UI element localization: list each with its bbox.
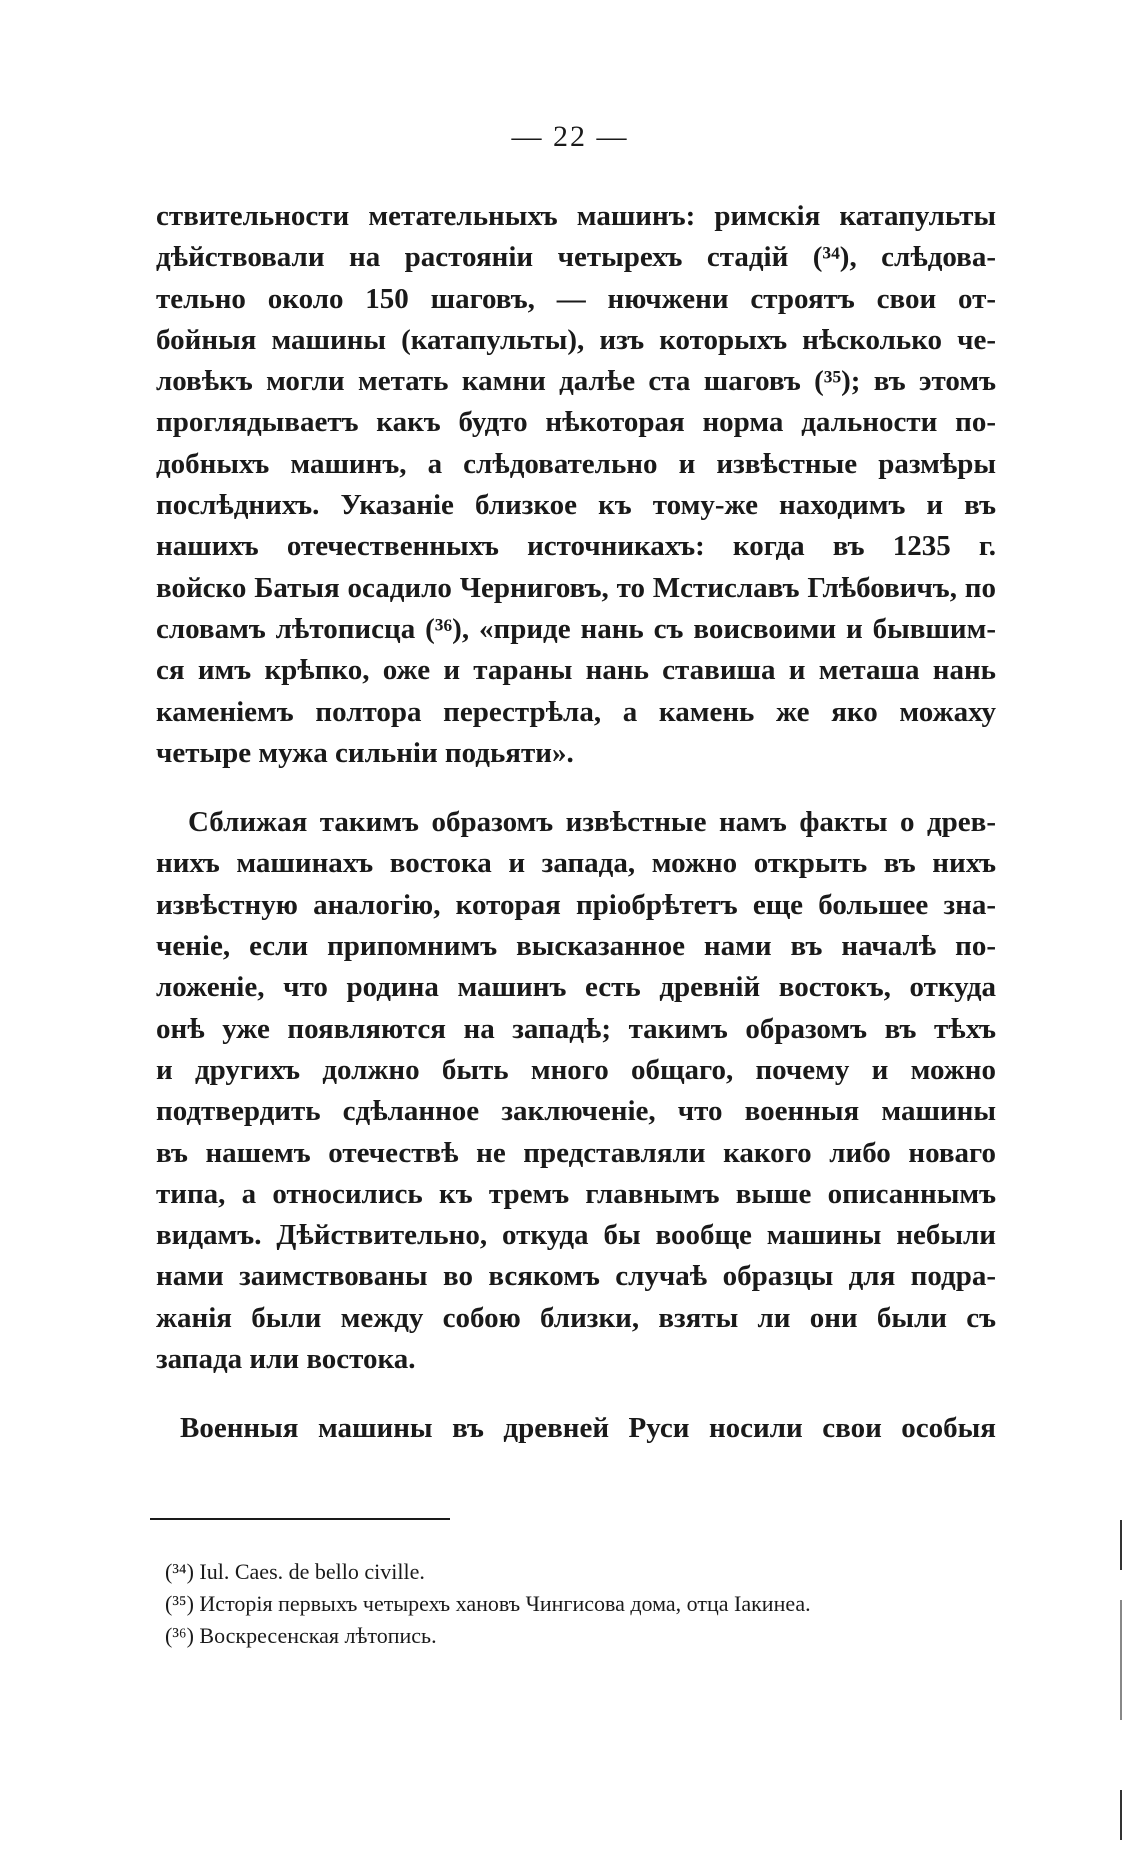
text-line: проглядываетъ какъ будто нѣкоторая норма дальности по-	[156, 406, 996, 439]
footnotes	[165, 1556, 811, 1652]
text-line: подтвердить сдѣланное заключеніе, что военныя машины	[156, 1095, 996, 1128]
footnote-35	[165, 1588, 811, 1620]
page-number: — 22 —	[511, 120, 629, 153]
footnote-36	[165, 1620, 811, 1652]
text-line: жанія были между собою близки, взяты ли они были съ	[156, 1301, 996, 1334]
paragraph-2	[156, 802, 996, 1380]
scan-edge-mark	[1120, 1600, 1122, 1720]
text-line: онѣ уже появляются на западѣ; такимъ образомъ въ тѣхъ	[156, 1012, 996, 1045]
text-line: каменіемъ полтора перестрѣла, а камень же яко можаху	[156, 695, 996, 728]
text-line: бойныя машины (катапульты), изъ которыхъ нѣсколько че-	[156, 323, 996, 356]
text-line: ложеніе, что родина машинъ есть древній востокъ, откуда	[156, 971, 996, 1004]
text-line: ченіе, если припомнимъ высказанное нами въ началѣ по-	[156, 930, 996, 963]
text-line: нами заимствованы во всякомъ случаѣ образцы для подра-	[156, 1260, 996, 1293]
body-text	[156, 196, 996, 1450]
text-line: Военныя машины въ древней Руси носили свои особыя	[180, 1412, 996, 1445]
text-line: ловѣкъ могли метать камни далѣе ста шаговъ (³⁵); въ этомъ	[156, 365, 996, 398]
text-line: ся имъ крѣпко, оже и тараны нань ставиша и меташа нань	[156, 654, 996, 687]
paragraph-3	[156, 1408, 996, 1449]
text-line: ствительности метательныхъ машинъ: римскія катапульты	[156, 200, 996, 232]
footnote-marker: (³⁶)	[165, 1623, 194, 1648]
footnote-separator	[150, 1518, 450, 1520]
scan-edge-mark	[1120, 1790, 1122, 1840]
text-line: послѣднихъ. Указаніе близкое къ тому-же находимъ и въ	[156, 489, 996, 522]
footnote-text: Воскресенская лѣтопись.	[199, 1623, 437, 1648]
footnote-text: Исторія первыхъ четырехъ хановъ Чингисова дома, отца Іакинеа.	[199, 1591, 811, 1616]
text-line: Сближая такимъ образомъ извѣстные намъ факты о древ-	[188, 806, 996, 839]
text-line: и другихъ должно быть много общаго, почему и можно	[156, 1053, 996, 1086]
footnote-34	[165, 1556, 811, 1588]
text-line: четыре мужа сильніи подьяти».	[156, 736, 574, 769]
text-line: тельно около 150 шаговъ, — нючжени строятъ свои от-	[156, 282, 996, 315]
footnote-marker: (³⁵)	[165, 1591, 194, 1616]
text-line: словамъ лѣтописца (³⁶), «приде нань съ воисвоими и бывшим-	[156, 612, 996, 645]
text-line: въ нашемъ отечествѣ не представляли какого либо новаго	[156, 1136, 996, 1169]
text-line: дѣйствовали на растояніи четырехъ стадій (³⁴), слѣдова-	[156, 241, 996, 274]
text-line: типа, а относились къ тремъ главнымъ выше описаннымъ	[156, 1177, 996, 1210]
text-line: войско Батыя осадило Черниговъ, то Мстиславъ Глѣбовичъ, по	[156, 571, 996, 604]
text-line: запада или востока.	[156, 1343, 416, 1376]
text-line: добныхъ машинъ, а слѣдовательно и извѣстные размѣры	[156, 447, 996, 480]
text-line: нашихъ отечественныхъ источникахъ: когда въ 1235 г.	[156, 530, 996, 563]
paragraph-1	[156, 196, 996, 774]
scan-edge-mark	[1120, 1520, 1122, 1570]
text-line: нихъ машинахъ востока и запада, можно открыть въ нихъ	[156, 847, 996, 880]
text-line: видамъ. Дѣйствительно, откуда бы вообще машины небыли	[156, 1219, 996, 1252]
text-line: извѣстную аналогію, которая пріобрѣтетъ еще большее зна-	[156, 888, 996, 921]
footnote-text: Iul. Caes. de bello civille.	[199, 1559, 425, 1584]
footnote-marker: (³⁴)	[165, 1559, 194, 1584]
